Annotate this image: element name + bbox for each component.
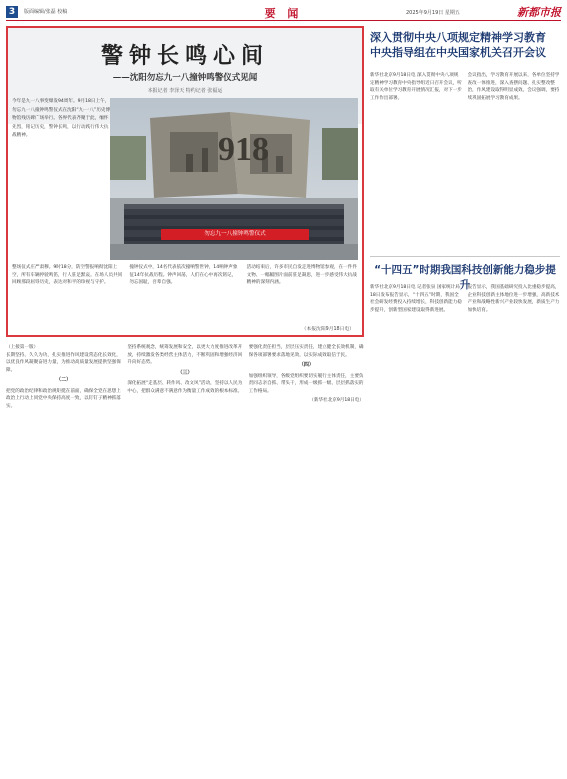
column-text: 加强组织领导，各级党组织要切实履行主体责任，主要负责同志亲自抓、带头干，形成一级抓一级、层层抓落实的工作格局。 [248, 373, 364, 394]
section-marker: （三） [177, 369, 193, 376]
monument-number: 918 [218, 131, 269, 168]
column-text: 要强化责任担当，层层压实责任，建立健全长效机制，确保各项部署要求落地见效，以实际成效取信于民。 [248, 345, 364, 358]
header-rule [6, 20, 561, 21]
feature-body-column: 撞钟仪式中，14名代表依次撞响警世钟，14响钟声象征14年抗战历程。钟声回荡，人们在心中再次铭记，勿忘国耻，吾辈自强。 [129, 265, 238, 286]
lower-column [249, 344, 364, 770]
feature-dateline: （本报沈阳9月18日电） [301, 327, 354, 332]
article-dateline: （新华社北京9月18日电） [309, 398, 364, 403]
right-article-column: 会议指出，学习教育开展以来，各单位坚持学查改一体推进，深入查摆问题、扎实整改整治，作风建设取得明显成效。会议强调，要持续巩固拓展学习教育成果。 [467, 73, 560, 101]
feature-body-column: 整场仪式庄严肃穆。9时18分，防空警报响彻沈阳上空，所有车辆停驶鸣笛，行人驻足默哀。在场人员共同回顾那段屈辱历史，表达对和平的珍视与守护。 [12, 265, 123, 286]
column-text: 深化拓展“走基层、转作风、改文风”活动，坚持以人民为中心，把群众满意不满意作为衡量工作成效的根本标准。 [127, 381, 243, 394]
right-article-1-body [370, 72, 560, 252]
column-text: 长期坚持、久久为功，扎实推进作风建设常态化长效化，以优良作风凝聚奋进力量，为推动高质量发展提供坚强保障。 [6, 352, 121, 373]
issue-date: 2025年9月19日 星期五 [406, 10, 460, 16]
photo-caption-banner: 勿忘九一八撞钟鸣警仪式 [161, 229, 309, 240]
continued-label: （上接第一版） [6, 345, 39, 350]
feature-body [12, 264, 358, 334]
feature-title: 警钟长鸣心间 [100, 44, 269, 69]
feature-body-column: 活动结束后，许多市民自发走进博物馆参观，在一件件文物、一幅幅图片面前驻足凝思，进一步感受伟大抗战精神的深刻内涵。 [246, 265, 357, 286]
right-article-column: 新华社北京9月18日电 深入贯彻中央八项规定精神学习教育中央指导组近日召开会议，听取有关单位学习教育开展情况汇报，对下一步工作作出部署。 [370, 73, 462, 101]
feature-byline: 本报记者 李泽天 特约记者 张福运 [147, 88, 223, 94]
page-header [6, 6, 561, 18]
ceremony-photo [110, 98, 358, 260]
section-marker: （二） [56, 377, 72, 383]
article-divider [370, 256, 560, 257]
lower-column [6, 344, 121, 770]
right-article-column: 报告显示，我国基础研究投入比重稳步提高，企业科技创新主体地位进一步增强，高新技术产业和战略性新兴产业较快发展，新质生产力加快培育。 [467, 285, 560, 313]
column-text: 把党的政治纪律和政治规矩挺在前面，确保全党在思想上政治上行动上同党中央保持高度一致，以钉钉子精神抓落实。 [6, 388, 121, 409]
newspaper-logo: 新都市报 [517, 6, 561, 19]
right-article-2-body [370, 284, 560, 770]
lower-article [6, 344, 364, 770]
featured-article [6, 26, 364, 337]
feature-lead: 今年是九一八事变爆发94周年。9月18日上午，勿忘九一八撞钟鸣警仪式在沈阳“九·一八”历史博物馆残历碑广场举行。各界代表齐聚于此，缅怀先烈，铭记历史，警钟长鸣，以行动践行伟大抗战精神。 [12, 99, 111, 139]
feature-subtitle: ——沈阳勿忘九一八撞钟鸣警仪式见闻 [112, 73, 258, 83]
right-article-column: 新华社北京9月18日电 记者张泉 国家统计局18日发布报告显示，“十四五”时期，我国全社会研发经费投入持续增长，科技创新能力稳步提升，创新型国家建设取得新进展。 [370, 285, 462, 313]
right-article-1-title: 深入贯彻中央八项规定精神学习教育 中央指导组在中央国家机关召开会议 [370, 31, 546, 59]
section-title: 要 闻 [264, 7, 303, 20]
right-article-2-title: “十四五”时期我国科技创新能力稳步提升 [374, 264, 556, 291]
editor-credit: 版面编辑/张磊 校稿 [24, 9, 68, 15]
page-number: 3 [6, 6, 18, 18]
lower-column [127, 344, 242, 770]
section-marker: （四） [298, 362, 314, 368]
column-text: 坚持系统观念，统筹发展和安全，以更大力度推进改革开放，持续激发各类经营主体活力，不断巩固和增强经济回升向好态势。 [127, 345, 243, 365]
